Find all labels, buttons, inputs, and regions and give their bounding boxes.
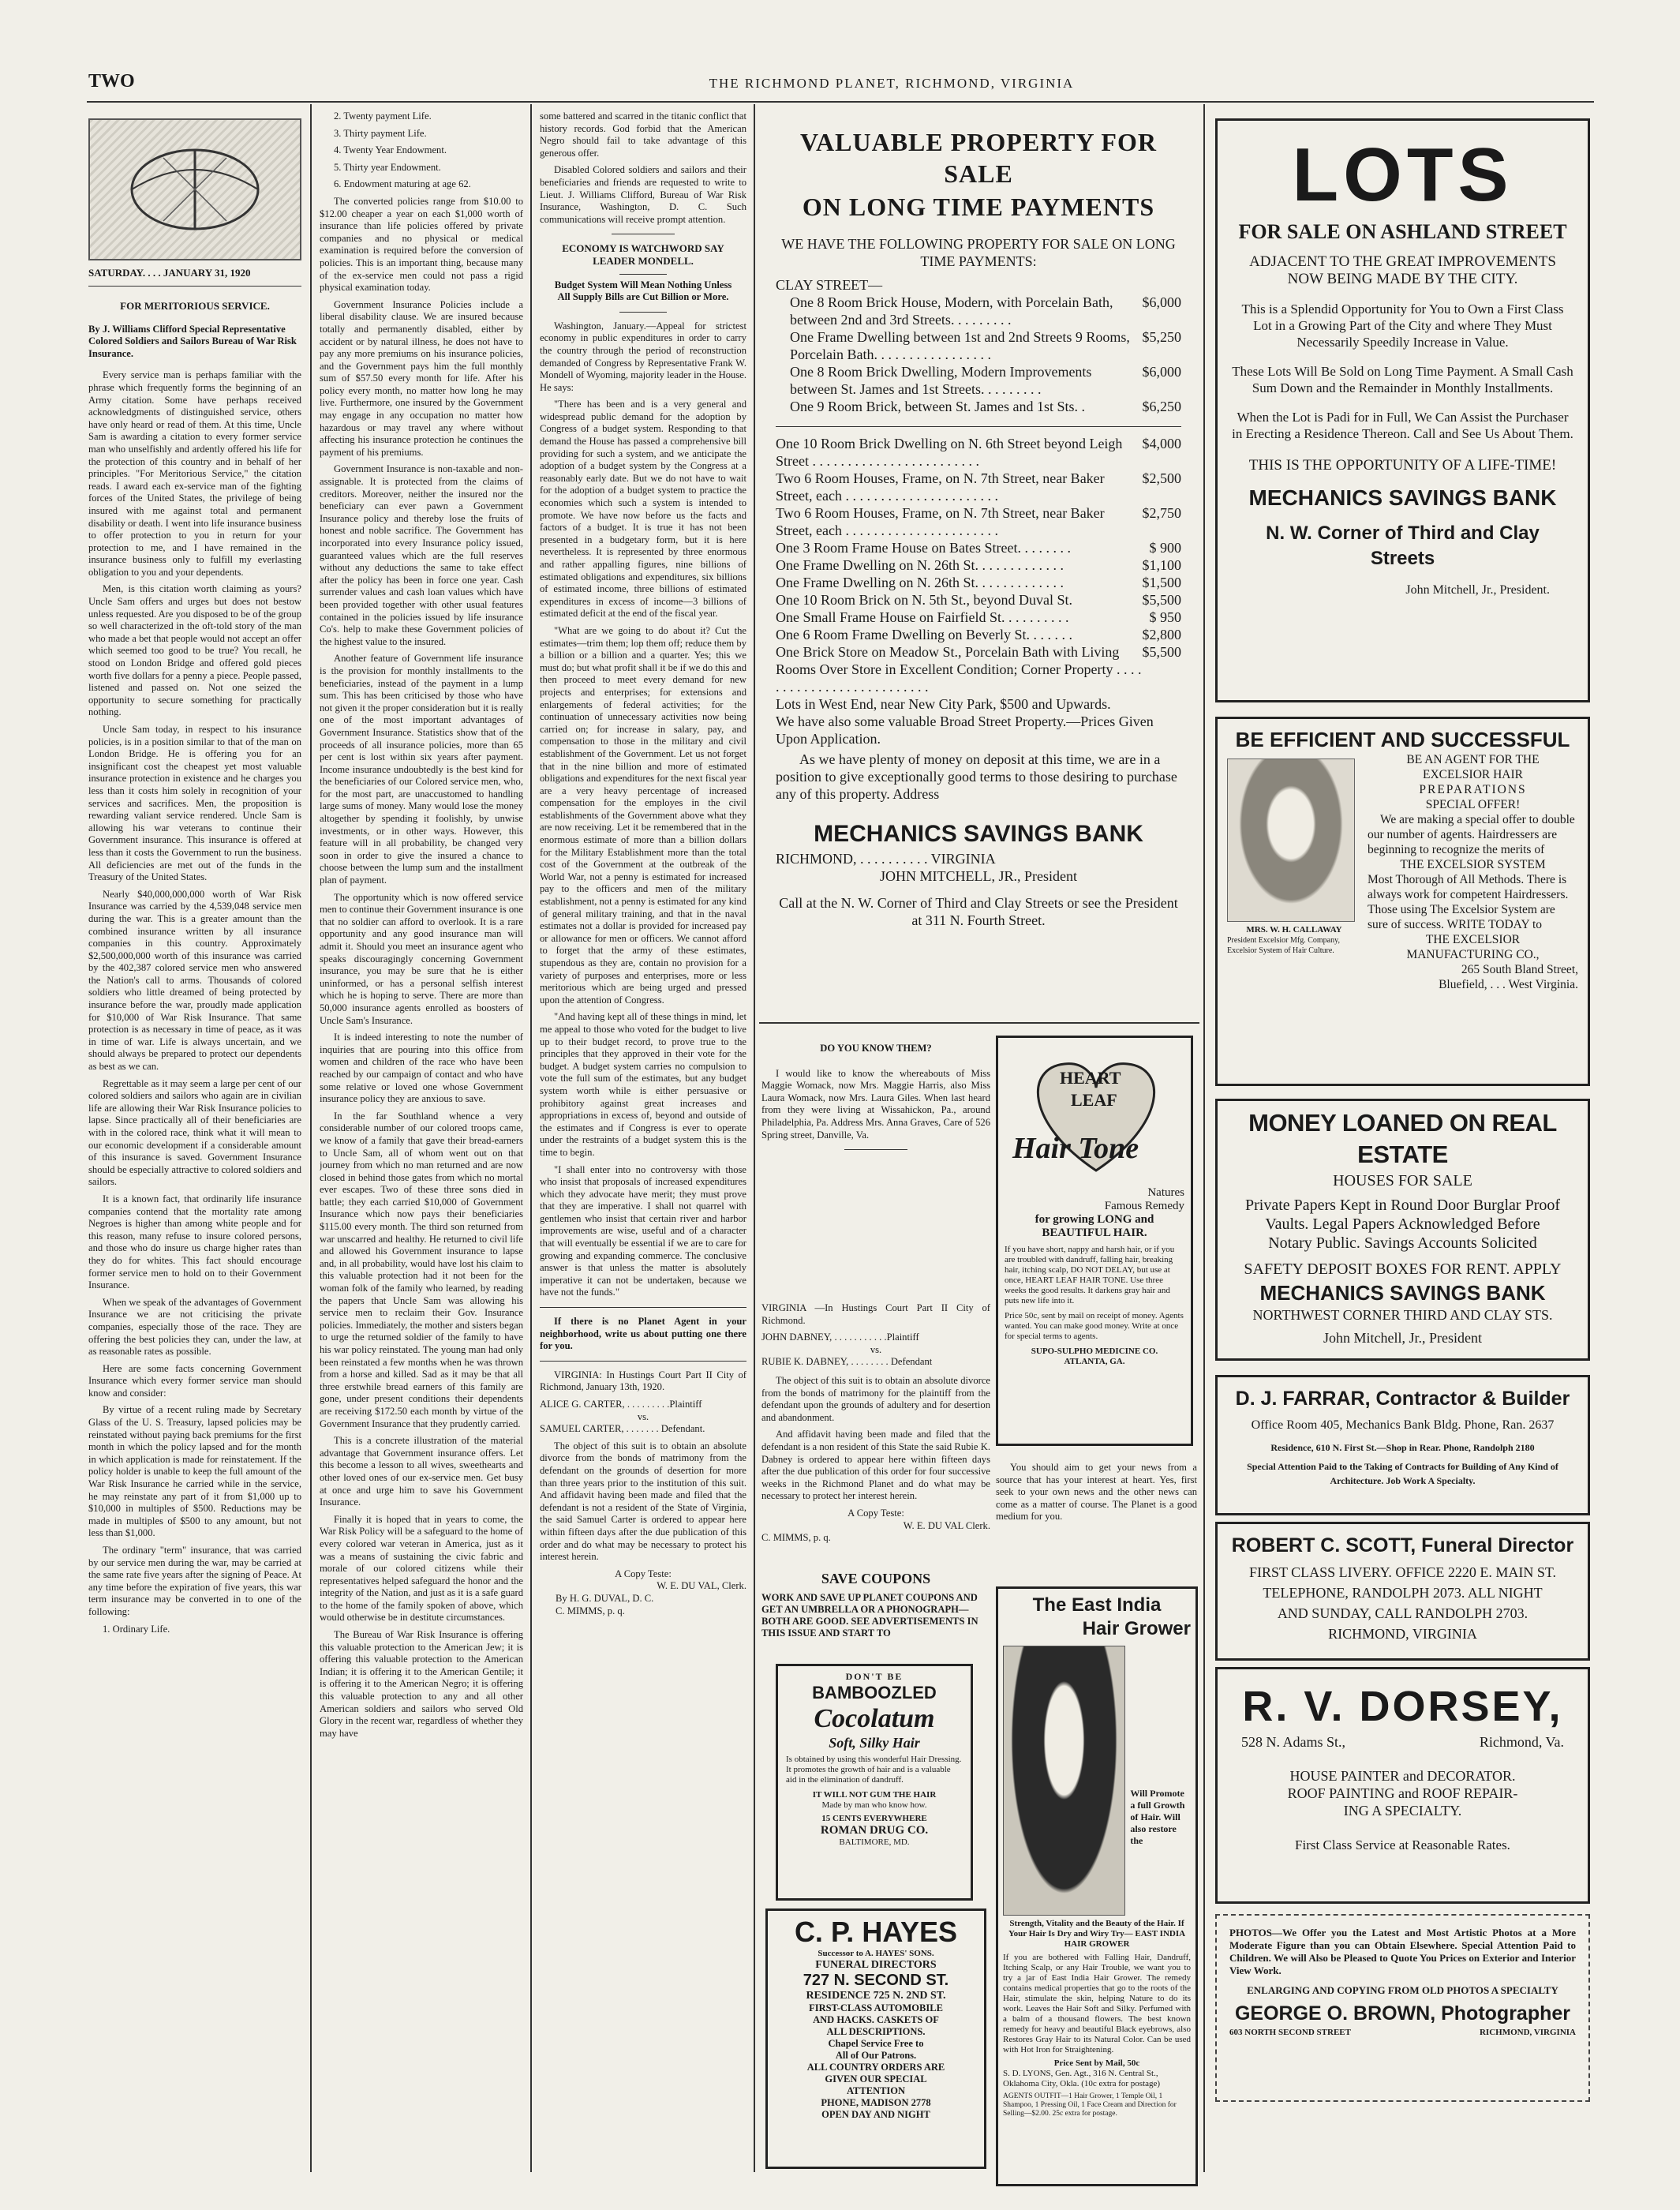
property-money-para: As we have plenty of money on deposit at this time, we are in a position to give exceptionally good terms to those desiring to purchase any of this property. Address <box>776 751 1177 802</box>
excelsior-city: Bluefield, . . . West Virginia. <box>1439 978 1578 991</box>
heart-leaf-city: ATLANTA, GA. <box>1064 1357 1125 1366</box>
legal-attorney: C. MIMMS, p. q. <box>556 1605 625 1616</box>
brown-body: PHOTOS—We Offer you the Latest and Most Artistic Photos at a More Moderate Figure than you can Obtain Elsewhere. Special Attention Paid to Children. We will Also be Pleased to Quote You Prices on Exterior and Interior View Work. <box>1229 1927 1576 1976</box>
excelsior-body: We are making a special offer to double our number of agents. Hairdressers are beginning to recognize the merits of <box>1368 813 1575 856</box>
page-number: TWO <box>88 71 135 92</box>
article-paragraph: "And having kept all of these things in mind, let me appeal to those who voted for the budget to live up to their budget record, to prove true to the principles that they approved in their vote for the budget. A budget system carries no compulsion to vote the full sum of the estimates, but any budget system worth while is either persuasive or prohibitory against great increases and appropriations in excess of, beyond and outside of the estimates and if Congress is ever to operate under the restraints of a budget system this is the time to begin. <box>540 1011 746 1158</box>
excelsior-system: THE EXCELSIOR SYSTEM <box>1400 858 1546 871</box>
scott-ad <box>1215 1522 1590 1661</box>
list-item: One Frame Dwelling on N. 26th St. . . . . . . . . . . . . $1,500 <box>776 575 1181 590</box>
farrar-special: Special Attention Paid to the Taking of Contracts for Building of Any Kind of Architecture. Job Work A Specialty. <box>1247 1461 1558 1486</box>
property-street: CLAY STREET— <box>776 277 883 293</box>
money-pres: John Mitchell, Jr., President <box>1323 1330 1482 1346</box>
scott-l2: TELEPHONE, RANDOLPH 2073. ALL NIGHT <box>1263 1585 1543 1601</box>
dorsey-l2: ROOF PAINTING and ROOF REPAIR- <box>1287 1785 1518 1801</box>
article-paragraph: The ordinary "term" insurance, that was carried by our service men during the war, may be carried at the same rate five years after the signing of Peace. At any time before the expiration of five years, this war term insurance may be converted in to one of the following: <box>88 1545 301 1617</box>
cocolatum-price: 15 CENTS EVERYWHERE <box>821 1814 927 1823</box>
excelsior-body-2: Most Thorough of All Methods. There is always work for competent Hairdressers. Those using The Excelsior System are sure of success. WRITE TODAY to <box>1368 873 1569 931</box>
east-india-body: If you are bothered with Falling Hair, Dandruff, Itching Scalp, or any Hair Trouble, we want you to try a jar of East India Hair Grower. The remedy contains medical properties that go to the roots of the Hair, stimulate the skin, helping Nature to do its work. Leaves the Hair Soft and Silky. Perfumed with a balm of a thousand flowers. The best known remedy for heavy and beautiful Black eyebrows, also Restores Gray Hair to its Natural Color. Can be used with Hot Iron for Straightening. <box>1003 1953 1191 2055</box>
list-item: One 10 Room Brick Dwelling on N. 6th Street beyond Leigh Street . . . . . . . . . . . . . . . . . . . . . . . . $4,000 <box>776 436 1181 469</box>
heart-leaf-tagline: Natures <box>1147 1186 1184 1199</box>
hayes-line: PHONE, MADISON 2778 <box>821 2097 931 2108</box>
dorsey-service: First Class Service at Reasonable Rates. <box>1295 1837 1510 1852</box>
know-them-body: I would like to know the whereabouts of Miss Maggie Womack, now Mrs. Maggie Harris, also Miss Laura Womack, now Mrs. Laura Giles. When last heard from they were living at Wissahickon, Pa., around Philadelphia, Pa. Address Mrs. Anna Graves, Care of 526 Spring street, Danville, Va. <box>761 1067 990 1141</box>
article-paragraph: Another feature of Government life insurance is the provision for monthly installments to the beneficiaries, instead of the payment in a lump sum. This has been criticised by those who have not given it the proper consideration but it is really one of the most important advantages of Government Insurance. Statistics show that of the proceeds of all insurance policies, more than 65 per cent is lost within six years after payment. Income insurance undoubtedly is the best kind for the beneficiaries of our Colored service men, who, for the most part, are unaccustomed to handling large sums of money. Many would lose the money altogether by spending it foolishly, by unwise investments, or in other ways. However, this feature will in all probability, be changed very soon in order to give the insured a chance to choose between the lump sum and the installment plan of payment. <box>320 653 523 886</box>
lots-opp: THIS IS THE OPPORTUNITY OF A LIFE-TIME! <box>1248 457 1557 474</box>
lots-big: LOTS <box>1292 133 1513 217</box>
heart-leaf-ad <box>996 1036 1193 1446</box>
lots-adjacent-2: NOW BEING MADE BY THE CITY. <box>1287 271 1518 287</box>
article-paragraph: 2. Twenty payment Life. <box>334 110 432 122</box>
hayes-line: Chapel Service Free to <box>828 2038 924 2049</box>
legal-deputy: By H. G. DUVAL, D. C. <box>556 1592 654 1604</box>
legal-body: The object of this suit is to obtain an absolute divorce from the bonds of matrimony from the defendant on the grounds of desertion for more than three years prior to the institution of this suit. And affidavit having been made and filed that the defendant is not a resident of the State of Virginia, the said Samuel Carter is ordered to appear here within fifteen days after the due publication of this order and do what may be necessary to protect his interest herein. <box>540 1440 746 1563</box>
lots-street: FOR SALE ON ASHLAND STREET <box>1238 220 1567 243</box>
article-paragraph: Nearly $40,000,000,000 worth of War Risk Insurance was carried by the 4,539,048 service men during the war. This is a greater amount than the combined insurance written by all insurance companies in this country. Approximately $2,500,000,000 worth of this insurance was carried by the 402,387 colored service men who answered the Nation's call to arms. Thousands of colored soldiers who little dreamed of being protected by insurance before the war, proudly made application for $10,000 of War Risk Insurance. That same protection is as necessary in time of peace, as it was in time of war. Life is always uncertain, and we should always be prepared to protect our dependents as best as we can. <box>88 888 301 1073</box>
dorsey-l3: ING A SPECIALTY. <box>1343 1803 1462 1819</box>
list-item: Two 6 Room Houses, Frame, on N. 7th Street, near Baker Street, each . . . . . . . . . . . . . . . . . . . . . . $2,750 <box>776 505 1181 538</box>
excelsior-l2: EXCELSIOR HAIR <box>1422 768 1523 781</box>
legal-body: And affidavit having been made and filed that the defendant is a non resident of this State the said Rubie K. Dabney is ordered to appear here within fifteen days after the due publication of this order for four successive weeks in the Richmond Planet and do what may be necessary to protect her interest herein. <box>761 1429 990 1502</box>
cocolatum-warn: IT WILL NOT GUM THE HAIR <box>812 1790 937 1800</box>
money-l2: Vaults. Legal Papers Acknowledged Before <box>1265 1216 1540 1233</box>
scott-l1: FIRST CLASS LIVERY. OFFICE 2220 E. MAIN ST. <box>1248 1564 1557 1580</box>
property-call: Call at the N. W. Corner of Third and Clay Streets or see the President at 311 N. Fourth Street. <box>779 895 1178 928</box>
property-bank: MECHANICS SAVINGS BANK <box>814 821 1143 847</box>
article-paragraph: Finally it is hoped that in years to come, the War Risk Policy will be a safeguard to the home of every colored war veteran in America, just as it was a means of sustaining the civic fabric and morale of our colored citizens while their representatives helped safeguard the honor and the integrity of the Nation, and just as it is a safe guard to the home of the family spoken of above, which would otherwise be in destitute circumstances. <box>320 1513 523 1624</box>
property-title-2: ON LONG TIME PAYMENTS <box>802 193 1155 221</box>
property-broad-line: We have also some valuable Broad Street Property.—Prices Given Upon Application. <box>776 714 1154 747</box>
list-item: One 10 Room Brick on N. 5th St., beyond Duval St. $5,500 <box>776 592 1181 608</box>
coupons-body: WORK AND SAVE UP PLANET COUPONS AND GET AN UMBRELLA OR A PHONOGRAPH—BOTH ARE GOOD. SEE ADVERTISEMENTS IN THIS ISSUE AND START TO <box>761 1592 978 1639</box>
list-item: One Brick Store on Meadow St., Porcelain Bath with Living Rooms Over Store in Excellent Condition; Corner Property . . . . . . . . . . . . . . . . . . . . . . . . . . $5,500 <box>776 644 1181 695</box>
article-paragraph: some battered and scarred in the titanic conflict that history records. God forbid that the American Negro should fail to take advantage of this generous offer. <box>540 110 746 159</box>
money-l1: Private Papers Kept in Round Door Burglar Proof <box>1244 1197 1561 1214</box>
heart-leaf-title-1: HEART <box>1060 1068 1121 1088</box>
list-item: One Small Frame House on Fairfield St. . . . . . . . . . $ 950 <box>776 609 1181 625</box>
money-safety: SAFETY DEPOSIT BOXES FOR RENT. APPLY <box>1244 1260 1562 1278</box>
article-paragraph: 5. Thirty year Endowment. <box>334 161 441 173</box>
money-corner: NORTHWEST CORNER THIRD AND CLAY STS. <box>1252 1307 1553 1323</box>
east-india-side: Will Promote a full Growth of Hair. Will also restore the <box>1130 1788 1185 1846</box>
article-paragraph: It is indeed interesting to note the number of inquiries that are pouring into this office from women and children of the race who have been reached by our campaign of contact and who have some relative or loved one whose Government insurance policy they are anxious to save. <box>320 1032 523 1105</box>
excelsior-l3: PREPARATIONS <box>1419 783 1527 796</box>
dorsey-city: Richmond, Va. <box>1479 1734 1564 1750</box>
hayes-line: OPEN DAY AND NIGHT <box>821 2109 930 2120</box>
article-paragraph: The opportunity which is now offered service men to continue their Government insurance is one that no soldier can afford to overlook. It is a rare opportunity and any good insurance man will admit it. Should you meet an insurance agent who speaks discouragingly concerning Government insurance, you may be sure that he is either uninformed, or has a personal selfish interest which he is hoping to serve. There are more than 50,000 insurance agents enrolled as boosters of Uncle Sam's Insurance. <box>320 891 523 1026</box>
article-paragraph: Men, is this citation worth claiming as yours? Uncle Sam offers and urges but does not bestow unless requested. Are you disposed to be of the group so well characterized in the oft-told story of the man who made a bet that people would not accept an offer which seemed too good to be true? You recall, he stood on London Bridge and offered gold pieces worth five dollars for a penny a piece. People passed, listened and passed on. Not one seized the opportunity to secure something for practically nothing. <box>88 583 301 718</box>
east-india-title-2: Hair Grower <box>1082 1618 1191 1639</box>
article-paragraph: Washington, January.—Appeal for strictest economy in public expenditures in order to carry the country through the period of reconstruction demanded of Congress by Representative Frank W. Mondell of Wyoming, majority leader in the House. He says: <box>540 320 746 393</box>
legal-body: The object of this suit is to obtain an absolute divorce from the bonds of matrimony for the plaintiff from the defendant upon the grounds of adultery and for desertion and abandonment. <box>761 1374 990 1423</box>
article-paragraph: Uncle Sam today, in respect to his insurance policies, is in a position similar to that of the man on London Bridge. He is offering you for an insignificant cost the cheapest yet most valuable insurance protection in existence and he charges you less than it costs him solely in recognition of your services and sacrifices. Men, the proposition is rewarding valiant service rendered. Uncle Sam is allowing his war veterans to continue their Government insurance. This insurance is offered at less than it costs the Government to run the business. All deficiencies are met out of the funds in the Treasury of the United States. <box>88 724 301 883</box>
lots-bank: MECHANICS SAVINGS BANK <box>1248 485 1557 510</box>
money-bank: MECHANICS SAVINGS BANK <box>1259 1281 1546 1305</box>
excelsior-caption: MRS. W. H. CALLAWAY <box>1246 925 1342 935</box>
list-item: One 9 Room Brick, between St. James and 1st Sts. . $6,250 <box>790 399 1181 414</box>
cocolatum-big: BAMBOOZLED <box>812 1683 937 1702</box>
article-headline: FOR MERITORIOUS SERVICE. <box>120 300 270 312</box>
heart-leaf-title-3: Hair Tone <box>1012 1132 1139 1165</box>
column-1-article <box>88 294 301 2204</box>
east-india-agent: S. D. LYONS, Gen. Agt., 316 N. Central St., Oklahoma City, Okla. (10c extra for postage) <box>1003 2069 1161 2088</box>
planet-emblem-icon <box>116 134 274 245</box>
lots-adjacent-1: ADJACENT TO THE GREAT IMPROVEMENTS <box>1249 253 1556 270</box>
dorsey-addr: 528 N. Adams St., <box>1241 1734 1346 1750</box>
hayes-line: ALL COUNTRY ORDERS ARE <box>806 2062 945 2073</box>
hayes-res: RESIDENCE 725 N. 2ND ST. <box>806 1990 946 2002</box>
east-india-title-1: The East India <box>1032 1594 1162 1616</box>
property-list-other <box>776 435 1181 695</box>
lots-pres: John Mitchell, Jr., President. <box>1405 583 1550 597</box>
news-note <box>996 1462 1197 1572</box>
property-list-clay <box>776 294 1181 415</box>
list-item: One 3 Room Frame House on Bates Street. . . . . . . . $ 900 <box>776 540 1181 556</box>
excelsior-ad <box>1215 717 1590 1086</box>
heart-leaf-title-2: LEAF <box>1071 1090 1117 1110</box>
dateline: SATURDAY. . . . JANUARY 31, 1920 <box>88 267 251 279</box>
lots-ad <box>1215 118 1590 702</box>
money-loaned-ad <box>1215 1099 1590 1361</box>
excelsior-l4: SPECIAL OFFER! <box>1425 798 1521 811</box>
legal-plaintiff: ALICE G. CARTER, . . . . . . . . .Plaintiff <box>540 1399 702 1410</box>
scott-l4: RICHMOND, VIRGINIA <box>1328 1626 1477 1642</box>
article-paragraph: When we speak of the advantages of Government Insurance we are not criticising the private companies, especially those of the race. They are offering the best policies they can, under the law, at as reasonable rates as possible. <box>88 1296 301 1358</box>
hayes-name: C. P. HAYES <box>794 1916 958 1948</box>
article-paragraph: Here are some facts concerning Government Insurance which every former service man should know and consider: <box>88 1362 301 1399</box>
heart-leaf-tagline: Famous Remedy <box>1104 1200 1184 1212</box>
cocolatum-sub: Soft, Silky Hair <box>829 1735 920 1751</box>
legal-copy: A Copy Teste: <box>615 1568 672 1579</box>
heart-leaf-company: SUPO-SULPHO MEDICINE CO. <box>1031 1347 1158 1356</box>
article-paragraph: This is a concrete illustration of the material advantage that Government insurance offers. Let this become a lesson to all wives, sweethearts and other loved ones of our ex-service men. Get busy at once and urge him to save his Government Insurance. <box>320 1435 523 1508</box>
legal-defendant: SAMUEL CARTER, . . . . . . . Defendant. <box>540 1423 705 1435</box>
money-big: MONEY LOANED ON REAL ESTATE <box>1248 1109 1557 1168</box>
brown-city: RICHMOND, VIRGINIA <box>1479 2028 1576 2037</box>
article-paragraph: Government Insurance Policies include a liberal disability clause. We are insured because totally and permanently disabled, either by accident or by natural illness, he does not have to pay any more premiums on his insurance policies, and the Government pays him the full monthly sum of $57.50 every month for life. After his policy every month, no matter how long he may live. Furthermore, one insured by the Government may engage in any occupation no matter how hazardous or may travel any where without affecting his insurance protection he continues the payment of his premiums. <box>320 298 523 458</box>
running-head: THE RICHMOND PLANET, RICHMOND, VIRGINIA <box>709 76 1075 91</box>
cocolatum-maker: ROMAN DRUG CO. <box>820 1824 929 1837</box>
coupons-title: SAVE COUPONS <box>821 1571 931 1586</box>
article-paragraph: "What are we going to do about it? Cut the estimates—trim them; lop them off; reduce them by a billion or a billion and a quarter. Yes; this we must do; but what profit shall it be if we do this and then proceed to meet every demand for new projects and enterprises; for extensions and enlargements of federal activities; for the continuation of unnecessary activities now being carried on; for increase in salary, pay, and compensation to those in the military and civil establishment of the Government. Let us not forget that in the nine billion and more of estimated obligations and expenditures for the next fiscal year are a very heavy percentage of increased compensation for the employes in the civil establishments of the Government above what they are now receiving. Let it be remembered that in the enormous estimate of more than a billion dollars for the Military Establishment more than the total cost of the Government at the outbreak of the World War, not a penny is estimated for increased pay to the officers and men of the military establishment, not a penny is estimated for any kind of general military training, and that in the naval estimates not a dollar is provided for increased pay or allowance for men or officers. We cannot afford to forget that the army of these estimates, stupendous as they are, contain no provision for a variety of purposes and enterprises, more or less meritorious which are being urged and pressed upon the attention of Congress. <box>540 624 746 1006</box>
list-item: One 8 Room Brick Dwelling, Modern Improvements between St. James and 1st Streets. . . . . . . . . $6,000 <box>790 364 1181 397</box>
heart-leaf-body: If you have short, nappy and harsh hair, or if you are troubled with dandruff, falling hair, breaking hair, itching scalp, DO NOT DELAY, but use at once, HEART LEAF HAIR TONE. Use three weeks the good results. It darkens gray hair and puts new life into it. <box>1005 1245 1175 1305</box>
hayes-line: ATTENTION <box>846 2085 906 2096</box>
article-paragraph: 4. Twenty Year Endowment. <box>334 144 447 156</box>
legal-copy: A Copy Teste: <box>847 1507 904 1519</box>
article-paragraph: "I shall enter into no controversy with those who insist that proposals of increased expenditures which they advocate have merit; they must prove that they are imperative. I shall not quarrel with gentlemen who insist that certain river and harbor improvements are wise, useful and of a character that will eventually be essential if we are to care for growing and expanding commerce. The conclusive answer is that unless the matter is absolutely imperative it can not be undertaken, because we have not the funds." <box>540 1163 746 1298</box>
legal-vs: vs. <box>870 1343 882 1355</box>
cocolatum-made: Made by man who know how. <box>821 1800 927 1810</box>
brown-photographer-ad <box>1215 1914 1590 2102</box>
east-india-ad <box>996 1586 1198 2186</box>
cocolatum-ad <box>776 1664 973 1901</box>
article-paragraph: The Bureau of War Risk Insurance is offering this valuable protection to the American Jew; it is offering this valuable protection to the American Indian; it is offering it to the American Gentile; it is offering it to the American Negro; it is offering this valuable protection to any and all other American soldiers and sailors who served Old Glory in the recent war, regardless of whether they may have <box>320 1629 523 1739</box>
agent-notice: If there is no Planet Agent in your neighborhood, write us about putting one there for you. <box>540 1316 746 1352</box>
legal-attorney: C. MIMMS, p. q. <box>761 1532 831 1544</box>
column-2-article <box>320 110 523 2202</box>
excelsior-caption-2: President Excelsior Mfg. Company, Excelsior System of Hair Culture. <box>1227 936 1340 955</box>
know-them-headline: DO YOU KNOW THEM? <box>820 1043 932 1054</box>
portrait-image <box>1003 1646 1125 1916</box>
article-paragraph: Regrettable as it may seem a large per cent of our colored soldiers and sailors who again are in civilian life are allowing their War Risk Insurance policies to lapse. Since practically all of their beneficiaries are with in the colored race, think what it will mean to our economic development if a considerable amount of this insurance is saved. Government Insurance should be especially attractive to colored soldiers and sailors. <box>88 1077 301 1188</box>
list-item: One 6 Room Frame Dwelling on Beverly St. . . . . . . $2,800 <box>776 627 1181 642</box>
article-paragraph: By virtue of a recent ruling made by Secretary Glass of the U. S. Treasury, lapsed policies may be reinstated without paying back premiums for the first month in which the policy lapsed and for the month in which application is made for reinstatement. If the policy holder is unable to keep the full amount of the War Risk Insurance he carried while in the service, he may reinstate any part of it from $1,000 up to $10,000 in multiples of $500. Reductions may be made in multiples of $500 to any amount, but not less than $1,000. <box>88 1404 301 1539</box>
hayes-addr: 727 N. SECOND ST. <box>803 1972 949 1989</box>
article-paragraph: It is a known fact, that ordinarily life insurance companies contend that the mortality rate among Negroes is higher than among white people and for this reason, many refuse to insure colored persons, and those who do insure us charge higher rates than they do for whites. This fact should encourage former service men to hold on to their Government Insurance. <box>88 1193 301 1291</box>
excelsior-l1: BE AN AGENT FOR THE <box>1406 753 1540 766</box>
brown-name: GEORGE O. BROWN, Photographer <box>1234 2002 1570 2025</box>
brown-addr: 603 NORTH SECOND STREET <box>1229 2028 1351 2037</box>
scott-l3: AND SUNDAY, CALL RANDOLPH 2703. <box>1277 1605 1528 1621</box>
save-coupons-ad <box>761 1571 990 1658</box>
lots-p1: This is a Splendid Opportunity for You to Own a First Class Lot in a Growing Part of the City and where They Must Necessarily Speedily Increase in Value. <box>1241 302 1564 350</box>
scott-name: ROBERT C. SCOTT, Funeral Director <box>1231 1534 1574 1556</box>
article-paragraph: In the far Southland whence a very considerable number of our colored troops came, we know of a family that gave their bread-earners to Uncle Sam, all of whom went out on that journey from which no man returned and are now closed in behind those gates from which no mortal ever escapes. Two of these three sons died in battle; they each carried $10,000 of Government Insurance which now pays their beneficiaries $115.00 every month. The third son returned from war unscarred and healthy. He returned to civil life and allowed his Government insurance to lapse and, in all probability, would have lost his claim to this valuable protection had it not been for the woman folk of the family who learned, by reading the papers that Uncle Sam was allowing his service men to reclaim their Gov. Insurance policies. Immediately, the mother and sisters began to urge the returned soldier of the family to have his war policy reinstated. The young man had only been reinstated a few months when he was thrown from a horse and killed. Sad as it may be that all three erstwhile bread earners of this family are gone, under present conditions their dependents are receiving $172.50 each month by virtue of the Government Insurance that they prudently carried. <box>320 1110 523 1429</box>
legal-clerk: W. E. DU VAL, Clerk. <box>657 1580 746 1592</box>
legal-defendant: RUBIE K. DABNEY, . . . . . . . . Defendant <box>761 1356 933 1368</box>
column-3-article <box>540 110 746 2202</box>
news-note-body: You should aim to get your news from a source that has your interest at heart. Yes, first seek to your own news and the other news can come as a matter of course. The Planet is a good medium for you. <box>996 1462 1197 1523</box>
excelsior-headline: BE EFFICIENT AND SUCCESSFUL <box>1235 728 1570 751</box>
article-paragraph: Every service man is perhaps familiar with the phrase which frequently forms the beginning of an Army citation. Some have perhaps received acknowledgments of distinguished service, others have only heard or read of them. At this time, Uncle Sam is awarding a citation to every former service man who unselfishly and ardently offered his life for the protection of this country and in behalf of her principles. "For Meritorious Service," the citation reads. I award each ex-service man of the fighting forces of the United States, the privilege of being insured with me against total and permanent disability or death. I went into life insurance business to offer protection to you in return for your protection to me, and I have remained in the insurance business only to fulfill my everlasting obligation to you and your dependents. <box>88 369 301 578</box>
heart-leaf-price: Price 50c, sent by mail on receipt of money. Agents wanted. You can make good money. Write at once for special terms to agents. <box>1005 1311 1184 1341</box>
list-item: One Frame Dwelling between 1st and 2nd Streets 9 Rooms, Porcelain Bath. . . . . . . . . . . . . . . . . $5,250 <box>790 329 1181 362</box>
farrar-ad <box>1215 1375 1590 1515</box>
economy-headline: ECONOMY IS WATCHWORD SAY LEADER MONDELL. <box>562 242 724 267</box>
east-india-foot: AGENTS OUTFIT—1 Hair Grower, 1 Temple Oil, 1 Shampoo, 1 Pressing Oil, 1 Face Cream and Direction for Selling—$2.00. 25c extra for postage. <box>1003 2092 1177 2118</box>
economy-subhead: Budget System Will Mean Nothing Unless All Supply Bills are Cut Billion or More. <box>554 279 732 303</box>
legal-plaintiff: JOHN DABNEY, . . . . . . . . . . .Plaintiff <box>761 1332 919 1343</box>
article-paragraph: "There has been and is a very general and widespread public demand for the adoption by Congress of a budget system. Responding to that demand the House has passed a comprehensive bill providing for such a system, and we anticipate the adoption of a budget system by the Congress at a reasonably early date. But we do not have to wait for the adoption of a budget system to practice the economies which such a system is intended to promote. We have now before us the facts and factors of a budget. It is true it has not been presented in a budgetary form, but it is here nevertheless. It is represented by three enormous and rather appalling figures, nine billions of estimated obligations and expenditures, six billions of estimated income, three billions of estimated expenditures in excess of income—3 billions of estimated deficit at the end of the fiscal year. <box>540 399 746 620</box>
lots-p3: When the Lot is Padi for in Full, We Can Assist the Purchaser in Erecting a Residence Thereon. Call and See Us About Them. <box>1232 410 1573 441</box>
excelsior-addr: 265 South Bland Street, <box>1461 963 1578 976</box>
hayes-line: AND HACKS. CASKETS OF <box>813 2014 939 2025</box>
excelsior-co-2: MANUFACTURING CO., <box>1406 948 1540 961</box>
hayes-line: All of Our Patrons. <box>835 2050 917 2061</box>
article-paragraph: Disabled Colored soldiers and sailors and their beneficiaries and friends are requested to write to Lieut. J. Williams Clifford, Bureau of War Risk Insurance, Washington, D. C. Such communications will receive prompt attention. <box>540 164 746 225</box>
legal-vs: vs. <box>637 1410 649 1422</box>
farrar-name: D. J. FARRAR, Contractor & Builder <box>1235 1388 1570 1410</box>
property-city: RICHMOND, . . . . . . . . . . VIRGINIA <box>776 851 996 867</box>
hayes-line: ALL DESCRIPTIONS. <box>826 2026 926 2037</box>
excelsior-co-1: THE EXCELSIOR <box>1425 933 1521 946</box>
article-paragraph: Government Insurance is non-taxable and non-assignable. It is protected from the claims of creditors. Moreover, neither the insured nor the beneficiary can ever pawn a Government Insurance policy and thereby lose the fruits of honest and noble sacrifice. The Government has incorporated into every Insurance policy issued, guaranteed values which are the full reserves without any deductions the same to take effect after the policy has been in force one year. Cash surrender values and cash loan values which have been provided together with other usual features contained in the policies issued by life insurance Co's. help to make these Government policies of the highest value to the insured. <box>320 463 523 647</box>
east-india-price: Price Sent by Mail, 50c <box>1053 2058 1140 2068</box>
article-paragraph: 1. Ordinary Life. <box>103 1623 170 1635</box>
hayes-line: GIVEN OUR SPECIAL <box>825 2073 927 2085</box>
farrar-office: Office Room 405, Mechanics Bank Bldg. Phone, Ran. 2637 <box>1251 1418 1555 1432</box>
hayes-ad <box>765 1908 986 2169</box>
masthead-logo <box>88 118 301 260</box>
property-pres: JOHN MITCHELL, JR., President <box>880 868 1077 884</box>
dorsey-name: R. V. DORSEY, <box>1242 1683 1563 1730</box>
heart-leaf-tagline: for growing LONG and <box>1035 1213 1154 1226</box>
article-paragraph: 6. Endowment maturing at age 62. <box>334 178 471 190</box>
property-lots-line: Lots in West End, near New City Park, $500 and Upwards. <box>776 696 1111 712</box>
money-houses: HOUSES FOR SALE <box>1333 1172 1472 1189</box>
lots-corner: N. W. Corner of Third and Clay Streets <box>1266 523 1540 569</box>
farrar-res: Residence, 610 N. First St.—Shop in Rear. Phone, Randolph 2180 <box>1270 1442 1535 1453</box>
lots-p2: These Lots Will Be Sold on Long Time Payment. A Small Cash Sum Down and the Remainder in Monthly Installments. <box>1232 364 1573 395</box>
cocolatum-top: DON'T BE <box>845 1671 904 1682</box>
list-item: One 8 Room Brick House, Modern, with Porcelain Bath, between 2nd and 3rd Streets. . . . . . . . . $6,000 <box>790 294 1181 328</box>
cocolatum-city: BALTIMORE, MD. <box>839 1837 910 1847</box>
article-byline: By J. Williams Clifford Special Representative Colored Soldiers and Sailors Bureau of War Risk Insurance. <box>88 323 297 359</box>
list-item: One Frame Dwelling on N. 26th St. . . . . . . . . . . . . $1,100 <box>776 557 1181 573</box>
money-l3: Notary Public. Savings Accounts Solicited <box>1268 1234 1537 1252</box>
legal-caption: VIRGINIA —In Hustings Court Part II City of Richmond. <box>761 1302 990 1326</box>
east-india-lead: Strength, Vitality and the Beauty of the Hair. If Your Hair Is Dry and Wiry Try— EAST INDIA HAIR GROWER <box>1008 1919 1186 1949</box>
brown-enlarge: ENLARGING AND COPYING FROM OLD PHOTOS A SPECIALTY <box>1247 1984 1558 1996</box>
property-sale-ad <box>761 118 1195 1002</box>
hayes-successor: Successor to A. HAYES' SONS. <box>818 1949 934 1958</box>
article-paragraph: 3. Thirty payment Life. <box>334 127 427 139</box>
cocolatum-body: Is obtained by using this wonderful Hair Dressing. It promotes the growth of hair and is a valuable aid in the elimination of dandruff. <box>786 1755 962 1785</box>
article-paragraph: The converted policies range from $10.00 to $12.00 cheaper a year on each $1,000 worth of insurance than life policies offered by private companies and no physical or medical examination is required before the conversion of policies. This is an important thing, because many of the ex-service men could not pass a rigid physical examination today. <box>320 195 523 294</box>
cocolatum-brand: Cocolatum <box>814 1704 935 1733</box>
hayes-line: FIRST-CLASS AUTOMOBILE <box>809 2002 943 2013</box>
dorsey-l1: HOUSE PAINTER and DECORATOR. <box>1289 1768 1516 1784</box>
heart-leaf-tagline: BEAUTIFUL HAIR. <box>1042 1227 1147 1239</box>
property-title-1: VALUABLE PROPERTY FOR SALE <box>800 128 1157 188</box>
property-subtitle: WE HAVE THE FOLLOWING PROPERTY FOR SALE ON LONG TIME PAYMENTS: <box>781 236 1176 269</box>
legal-caption: VIRGINIA: In Hustings Court Part II City of Richmond, January 13th, 1920. <box>540 1369 746 1393</box>
hayes-kind: FUNERAL DIRECTORS <box>815 1959 937 1971</box>
legal-clerk: W. E. DU VAL Clerk. <box>903 1519 990 1531</box>
dorsey-ad <box>1215 1667 1590 1904</box>
portrait-image <box>1227 759 1355 922</box>
list-item: Two 6 Room Houses, Frame, on N. 7th Street, near Baker Street, each . . . . . . . . . . . . . . . . . . . . . . $2,500 <box>776 470 1181 504</box>
